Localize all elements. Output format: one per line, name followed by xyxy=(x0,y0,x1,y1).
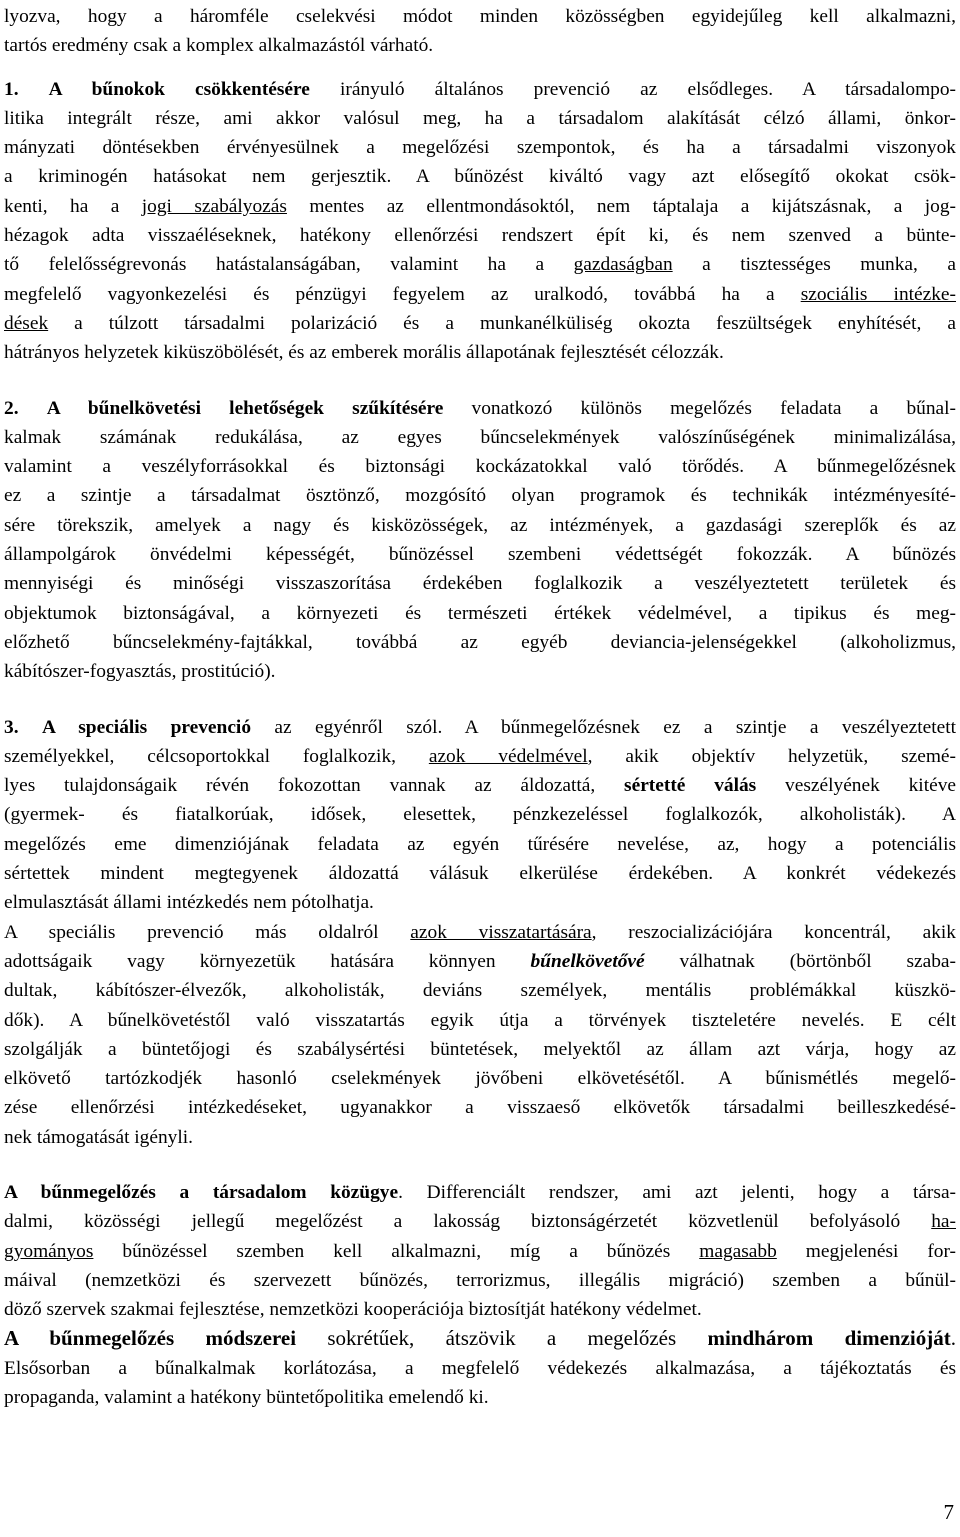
section-number: 1. xyxy=(4,78,19,100)
text-span: irányuló általános prevenció az elsődleges. A társadalompo- xyxy=(309,78,957,100)
section-number: 3. xyxy=(4,716,19,738)
underlined-term: azok visszatartására xyxy=(410,921,592,943)
section-1-heading-line xyxy=(4,75,956,104)
text-line xyxy=(4,657,956,686)
bold-term: mindhárom dimenzióját xyxy=(707,1326,951,1351)
text-line xyxy=(4,104,956,133)
text-line xyxy=(4,481,956,510)
text-span: ez a szintje a társadalmat ösztönző, mozgósító olyan programok és technikák intézményesíté- xyxy=(4,485,956,507)
text-line xyxy=(4,976,956,1005)
text-line xyxy=(4,133,956,162)
text-line xyxy=(4,192,956,221)
text-line xyxy=(4,1237,956,1266)
underlined-term: szociális intézke- xyxy=(800,283,956,305)
text-span: zése ellenőrzési intézkedéseket, ugyanakkor a visszaeső elkövetők társadalmi beilleszkedésé- xyxy=(4,1097,956,1119)
text-span: A bűnözést kiváltó vagy azt elősegítő okokat csök- xyxy=(391,166,956,188)
document-page xyxy=(4,2,956,1412)
text-span: mentes az ellentmondásoktól, nem táptalaja a kijátszásnak, a jog- xyxy=(286,195,956,217)
text-span: dalmi, közösségi jellegű megelőzést a lakosság biztonságérzetét közvetlenül befolyásoló xyxy=(4,1211,932,1233)
section-3-heading-line xyxy=(4,713,956,742)
text-span: lyozva, hogy a háromféle cselekvési módot minden közösségben egyidejűleg kell alkalmazni, xyxy=(4,6,956,27)
text-line xyxy=(4,742,956,771)
underlined-term: gyományos xyxy=(4,1240,94,1262)
text-span: válhatnak (börtönből szaba- xyxy=(644,950,956,972)
underlined-term: dések xyxy=(4,312,49,334)
text-span: sére törekszik, amelyek a nagy és kisközösségek, az intézmények, a gazdasági szereplők és az xyxy=(4,514,956,536)
public-affairs-heading-line xyxy=(4,1178,956,1207)
text-line xyxy=(4,1035,956,1064)
section-heading: A bűnmegelőzés a társadalom közügye xyxy=(4,1181,399,1203)
text-line xyxy=(4,338,956,367)
underlined-term: ha- xyxy=(931,1211,956,1233)
text-line xyxy=(4,309,956,338)
text-line xyxy=(4,1006,956,1035)
text-span: (gyermek- és fiatalkorúak, idősek, elesettek, pénzkezeléssel foglalkozók, alkoholisták). A xyxy=(4,804,956,826)
section-heading: A bűnokok csökkentésére xyxy=(48,78,310,100)
text-line xyxy=(4,800,956,829)
page-number: 7 xyxy=(943,1500,954,1524)
text-span: mennyiségi és minőségi visszaszorítása érdekében foglalkozik a veszélyeztetett területek és xyxy=(4,573,956,595)
text-span: a tisztességes munka, a xyxy=(672,254,956,276)
text-span: kábítószer-fogyasztás, prostitúció). xyxy=(4,661,276,683)
text-span: bűnözéssel szemben kell alkalmazni, míg a bűnözés xyxy=(93,1240,700,1262)
text-span: kalmak számának redukálása, az egyes bűncselekmények valószínűségének minimalizálása, xyxy=(4,426,956,448)
text-span: . xyxy=(950,1326,957,1351)
text-span: hátrányos helyzetek kiküszöbölését, és az emberek morális állapotának fejlesztését célozzák. xyxy=(4,342,724,364)
text-span: propaganda, valamint a hatékony büntetőpolitika emelendő ki. xyxy=(4,1387,489,1409)
text-line xyxy=(4,452,956,481)
text-line xyxy=(4,1266,956,1295)
text-span: mányzati döntésekben érvényesülnek a megelőzési szempontok, és ha a társadalmi viszonyok xyxy=(4,137,956,159)
text-span: , reszocializációjára koncentrál, akik xyxy=(591,921,956,943)
text-line xyxy=(4,540,956,569)
text-span: a túlzott társadalmi polarizáció és a munkanélküliség okozta feszültségek enyhítését, a xyxy=(48,312,956,334)
bold-term: sértetté válás xyxy=(624,775,757,797)
text-span: döző szervek szakmai fejlesztése, nemzetközi kooperációja biztosítját hatékony védelmet. xyxy=(4,1299,702,1321)
section-2-heading-line xyxy=(4,394,956,423)
text-line xyxy=(4,1093,956,1122)
text-line xyxy=(4,1354,956,1383)
text-span: megjelenési for- xyxy=(776,1240,957,1262)
text-span: nek támogatását igényli. xyxy=(4,1126,194,1148)
text-span: veszélyének kitéve xyxy=(756,775,956,797)
text-line xyxy=(4,2,956,31)
methods-heading-line xyxy=(4,1324,956,1353)
text-line xyxy=(4,280,956,309)
text-line xyxy=(4,830,956,859)
underlined-term: gazdaságban xyxy=(573,254,673,276)
text-line xyxy=(4,888,956,917)
text-span: dultak, kábítószer-élvezők, alkoholisták, deviáns személyek, mentális problémákkal küszkö- xyxy=(4,980,956,1002)
text-line xyxy=(4,162,956,191)
underlined-term: magasabb xyxy=(699,1240,777,1262)
text-span: litika integrált része xyxy=(4,107,196,129)
text-span: dők). A bűnelkövetéstől való visszatartás egyik útja a törvények tiszteletére nevelés. E célt xyxy=(4,1009,956,1031)
text-span: személyekkel, célcsoportokkal foglalkozik, xyxy=(4,745,429,767)
text-span: tartós eredmény csak a komplex alkalmazástól várható. xyxy=(4,35,434,57)
text-line xyxy=(4,771,956,800)
text-span: elkövető tartózkodjék hasonló cselekmények jövőbeni elkövetésétől. A bűnismétlés megelő- xyxy=(4,1068,956,1090)
underlined-term: jogi szabályozás xyxy=(141,195,287,217)
text-span: Elsősorban a bűnalkalmak korlátozása, a megfelelő védekezés alkalmazása, a tájékoztatás és xyxy=(4,1357,956,1379)
text-span: . Differenciált rendszer, ami azt jelenti, hogy a társa- xyxy=(398,1181,957,1203)
text-span: tő felelősségrevonás hatástalanságában, valamint ha a xyxy=(4,254,574,276)
text-span: az egyénről szól. A bűnmegelőzésnek ez a szintje a veszélyeztetett xyxy=(251,716,956,738)
text-span: valamint a veszélyforrásokkal és biztonsági kockázatokkal való törődés. A bűnmegelőzésnek xyxy=(4,456,956,478)
section-heading: A bűnelkövetési lehetőségek szűkítésére xyxy=(46,397,444,419)
text-span: hézagok adta visszaéléseknek, hatékony ellenőrzési rendszert épít ki, és nem szenved a bünte- xyxy=(4,225,956,247)
text-span: objektumok biztonságával, a környezeti és természeti értékek védelmével, a tipikus és meg- xyxy=(4,602,956,624)
text-span: elmulasztását állami intézkedés nem pótolhatja. xyxy=(4,892,374,914)
text-span: adottságaik vagy környezetük hatására könnyen xyxy=(4,950,531,972)
text-line xyxy=(4,1295,956,1324)
text-span: megfelelő vagyonkezelési és pénzügyi fegyelem az uralkodó, továbbá ha a xyxy=(4,283,801,305)
text-span: A speciális prevenció más oldalról xyxy=(4,921,411,943)
text-line xyxy=(4,1383,956,1412)
text-line xyxy=(4,628,956,657)
text-line xyxy=(4,569,956,598)
text-span: vonatkozó különös megelőzés feladata a bűnal- xyxy=(443,397,956,419)
text-span: sértettek mindent megtegyenek áldozattá válásuk elkerülése érdekében. A konkrét védekezés xyxy=(4,863,956,885)
text-span: előzhető bűncselekmény-fajtákkal, továbbá az egyéb deviancia-jelenségekkel (alkoholizmus, xyxy=(4,631,956,653)
section-heading: A speciális prevenció xyxy=(41,716,252,738)
section-number: 2. xyxy=(4,397,19,419)
text-line xyxy=(4,31,956,60)
text-line xyxy=(4,1064,956,1093)
text-line xyxy=(4,599,956,628)
text-span: lyes tulajdonságaik révén fokozottan vannak az áldozattá, xyxy=(4,775,625,797)
text-line xyxy=(4,918,956,947)
text-span: , ami akkor valósul meg, ha a társadalom alakítását célzó állami, önkor- xyxy=(195,107,957,129)
text-line xyxy=(4,947,956,976)
section-heading: A bűnmegelőzés módszerei xyxy=(4,1326,297,1351)
text-line xyxy=(4,221,956,250)
text-line xyxy=(4,1123,956,1152)
text-line xyxy=(4,511,956,540)
text-span: a kriminogén hatásokat nem gerjesztik. xyxy=(4,166,392,188)
text-span: szolgálják a büntetőjogi és szabálysértési büntetések, melyektől az állam azt várja, hogy az xyxy=(4,1038,956,1060)
text-span: máival (nemzetközi és szervezett bűnözés, terrorizmus, illegális migráció) szemben a bűnül- xyxy=(4,1269,956,1291)
text-span: kenti, ha a xyxy=(4,195,142,217)
text-span: sokrétűek, átszövik a megelőzés xyxy=(296,1326,708,1351)
text-line xyxy=(4,423,956,452)
text-line xyxy=(4,859,956,888)
text-span: megelőzés eme dimenziójának feladata az egyén tűrésére nevelése, az, hogy a potenciális xyxy=(4,833,956,855)
text-line xyxy=(4,250,956,279)
text-line xyxy=(4,1207,956,1236)
text-span: , akik objektív helyzetük, szemé- xyxy=(587,745,956,767)
bold-italic-term: bűnelkövetővé xyxy=(530,950,645,972)
text-span: állampolgárok önvédelmi képességét, bűnözéssel szembeni védettségét fokozzák. A bűnözés xyxy=(4,544,956,566)
underlined-term: azok védelmével xyxy=(428,745,588,767)
